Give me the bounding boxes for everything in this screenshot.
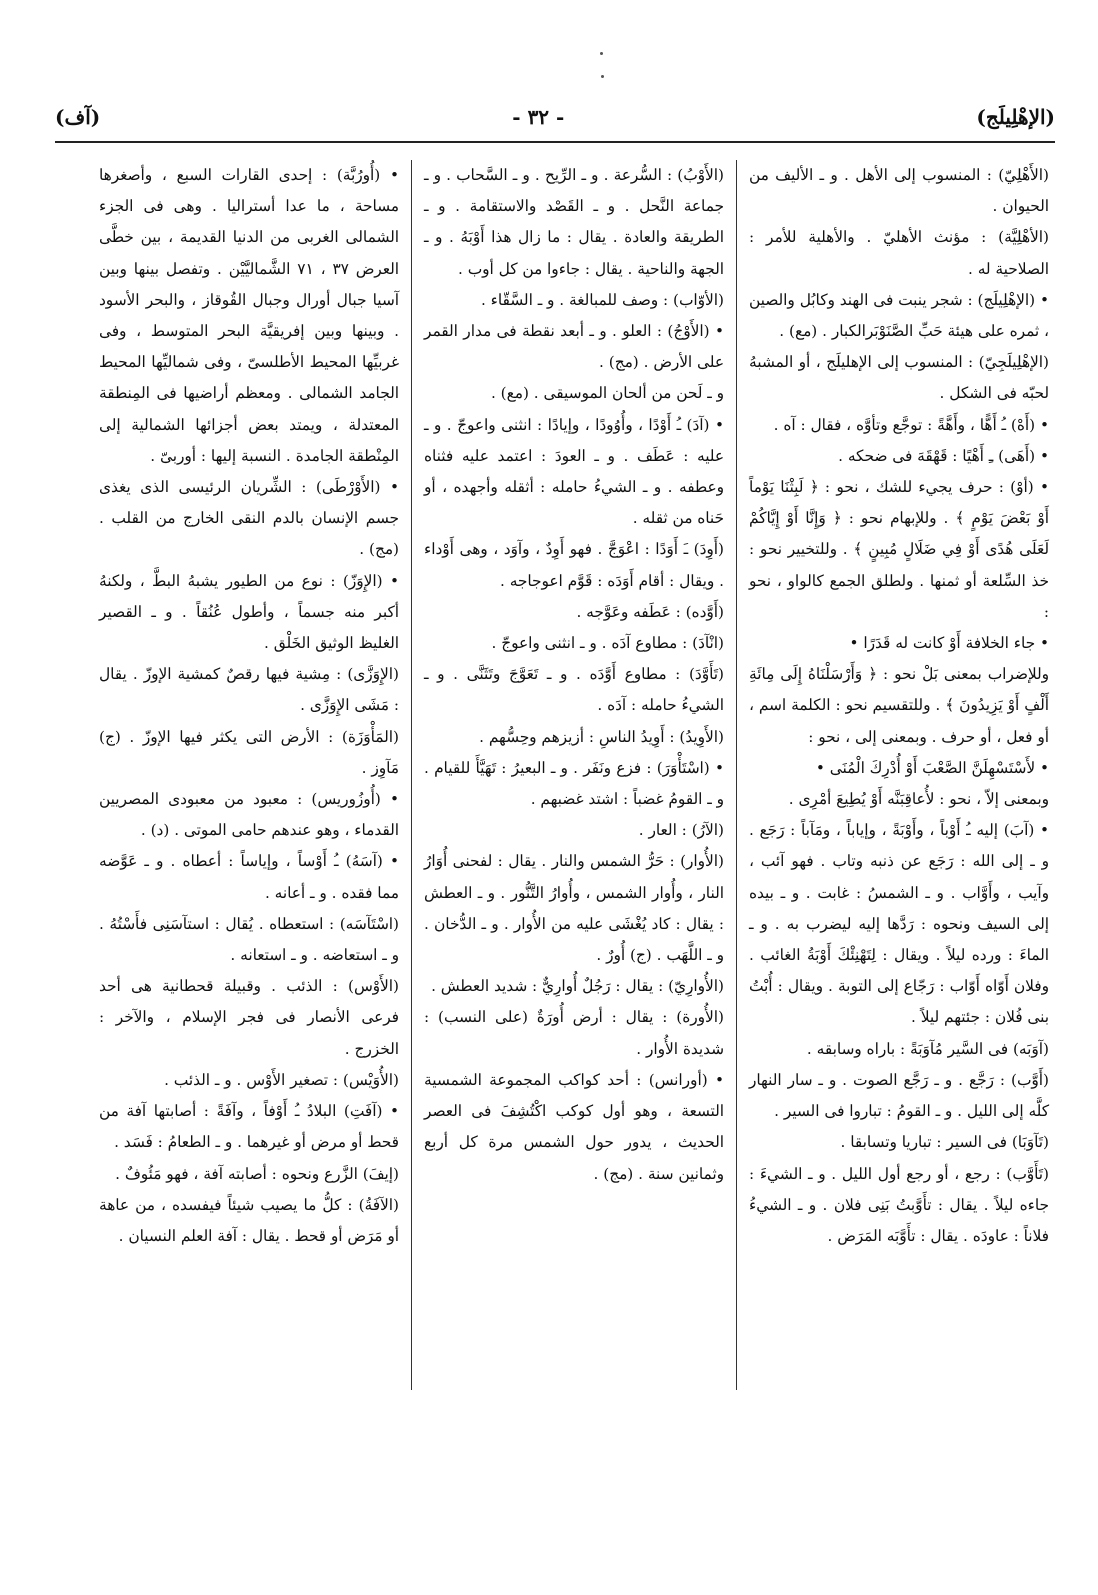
dictionary-entry: (الأُوارِيّ) : يقال : رَجُلٌ أُوارِيٌّ : شديد العطش . [431,977,724,996]
dictionary-entry: (الأَوْبُ) : السُّرعة . و ـ الرِّيح . و ـ السَّحاب . و ـ جماعة النَّحل . و ـ القَصْد والاستقامة . و ـ الطريقة والعادة . يقال : ما زال هذا أَوْبَهُ . و ـ الجهة والناحية . يقال : جاءوا من كل أوب . [424,166,724,278]
dictionary-entry: و ـ لَحن من ألحان الموسيقى . (مع) . [490,384,724,403]
dictionary-entry: (اسْتَآسَه) : استعطاه . يُقال : استآسَنِى فأَسْتُهُ . و ـ استعاضه . و ـ استعانه . [99,914,399,965]
column-divider [736,160,737,1390]
dictionary-entry: (تَأَوَّدَ) : مطاوع أَوَّدَه . و ـ تَعَوَّجَ وتَثَنَّى . و ـ الشيءُ حامله : آدَه . [424,665,724,715]
header-rule [55,141,1055,143]
scan-mark [601,75,604,78]
dictionary-entry: (الآرُ) : العار . [638,821,724,840]
dictionary-entry: • (الإِوَزّ) : نوع من الطيور يشبهُ البطَّ ، ولكنهُ أكبر منه جسماً ، وأطول عُنُقاً . و ـ القصير الغليظ الوثيق الخَلْق . [99,571,399,653]
dictionary-entry: (أَوَّب) : رَجَّع . و ـ رَجَّع الصوت . و ـ سار النهار كلَّه إلى الليل . و ـ القومُ : تباروا فى السير . [749,1070,1049,1121]
dictionary-entry: • (أوْ) : حرف يجيء للشك ، نحو : ﴿ لَبِثْنَا يَوْماً أَوْ بَعْضَ يَوْمٍ ﴾ . وللإبهام نحو : ﴿ وَإِنَّا أَوْ إِيَّاكُمْ لَعَلَى هُدًى أَوْ فِي ضَلَالٍ مُبِينٍ ﴾ . وللتخيير نحو : خذ السِّلعة أو ثمنها . ولطلق الجمع كالواو ، نحو : [749,478,1049,621]
dictionary-entry: (المَأْوَزَة) : الأرض التى يكثر فيها الإوزّ . (ج) مَآوِز . [99,727,399,777]
dictionary-entry: (إيفَ) الزَّرع ونحوه : أصابته آفة ، فهو مَئُوفٌ . [115,1164,399,1183]
dictionary-entry: • جاء الخلافة أَوْ كانت له قَدَرًا • [849,634,1049,653]
column-left [93,160,405,1390]
dictionary-entry: (الأُوَيْس) : تصغير الأَوْس . و ـ الذئب . [164,1070,399,1089]
page-header [55,100,1055,134]
dictionary-entry: (أَوِدَ) ـَ أَوَدًا : اعْوَجَّ . فهو أَوِدٌ ، وآوَد ، وهى أَوْداء . ويقال : أقام أَوَدَه : قَوَّم اعوجاجه . [424,540,724,590]
column-right [743,160,1055,1390]
dictionary-entry: • (آسَهُ) ـُ أَوْساً ، وإياساً : أعطاه . و ـ عَوَّضه مما فقده . و ـ أعانه . [99,852,399,902]
dictionary-entry: • (اسْتَأْوَرَ) : فزع ونَفَر . و ـ البعيرُ : تَهَيَّأَ للقيام . و ـ القومُ غضباً : اشتد غضبهم . [424,758,724,809]
running-headword-right: (آف) [55,105,101,129]
dictionary-entry: (تَأَوَّب) : رجع ، أو رجع أول الليل . و ـ الشيءَ : جاءه ليلاً . يقال : تأَوَّبتُ بَنِى فلان . و ـ الشيءُ فلاناً : عاودَه . يقال : تأَوَّبَه المَرَض . [749,1164,1049,1245]
dictionary-entry: • (أَهَى) ـِ أَهْيًا : قَهْقَهَ فى ضحكه . [838,446,1049,465]
dictionary-entry: (الأهْلِيَّة) : مؤنث الأهليّ . والأهلية للأمر : الصلاحية له . [749,228,1049,278]
dictionary-entry: وللإضراب بمعنى بَلْ نحو : ﴿ وَأَرْسَلْنَاهُ إِلَى مِائَةِ أَلْفٍ أَوْ يَزِيدُونَ ﴾ . وللتقسيم نحو : الكلمة اسم ، أو فعل ، أو حرف . وبمعنى إلى ، نحو : [749,665,1049,746]
dictionary-columns [55,160,1055,1390]
dictionary-entry: • (الأَوْرْطَى) : الشِّريان الرئيسى الذى يغذى جسم الإنسان بالدم النقى الخارج من القلب . (مج) . [99,478,399,559]
column-middle [418,160,730,1390]
dictionary-entry: • (أَهْ) ـُ أَهًّا ، وأَهَّةً : توجَّع وتأوَّه ، فقال : آه . [773,415,1049,434]
dictionary-entry: (الأوّاب) : وصف للمبالغة . و ـ السَّقّاء . [480,290,724,309]
dictionary-entry: (الإهْلِيلَجِيّ) : المنسوب إلى الإهليلَج ، أو المشبهُ لحبّه فى الشكل . [749,353,1049,403]
dictionary-entry: • (آفَتِ) البلادُ ـُ أَوْفاً ، وآفَةً : أصابتها آفة من قحط أو مرض أو غيرهما . و ـ الطعامُ : فَسَد . [99,1102,399,1152]
dictionary-entry: (انْآدَ) : مطاوع آدَه . و ـ انثنى واعوجّ . [491,634,724,653]
running-headword-left: (الإهْلِيلَج) [976,105,1055,129]
dictionary-entry: • لأَسْتَسْهِلَنَّ الصَّعْبَ أَوْ أُدْرِكَ الْمُنَى • [815,758,1049,777]
dictionary-entry: (الأَهْلِيّ) : المنسوب إلى الأهل . و ـ الأليف من الحيوان . [749,166,1049,216]
dictionary-entry: • (آدَ) ـُ أَوْدًا ، وأُوُودًا ، وإيادًا : انثنى واعوجّ . و ـ عليه : عَطَف . و ـ العودَ : اعتمد عليه فثناه وعطفه . و ـ الشيءُ حامله : أثقله وأجهده ، أو حَناه من ثقله . [424,415,724,528]
dictionary-entry: (آوَبَه) فى السَّير مُآوَبَةً : باراه وسابقه . [806,1039,1049,1058]
column-divider [411,160,412,1390]
scan-mark [600,52,603,55]
dictionary-entry: (الإِوَزَّى) : مِشية فيها رقصٌ كمشية الإوزّ . يقال : مَشَى الإِوَزَّى . [99,665,399,715]
dictionary-entry: (الأُوار) : حَرُّ الشمس والنار . يقال : لفحنى أُوَارُ النار ، وأُوار الشمس ، وأُوارُ التَّنُّور . و ـ العطش : يقال : كاد يُغْشَى عليه من الأُوار . و ـ الدُّخان . و ـ اللَّهَب . (ج) أُورٌ . [424,852,724,965]
dictionary-entry: (تَآوَبَا) فى السير : تباريا وتسابقا . [840,1133,1049,1152]
dictionary-entry: • (أورانس) : أحد كواكب المجموعة الشمسية التسعة ، وهو أول كوكب اكْتُشِفَ فى العصر الحديث ، يدور حول الشمس مرة كل أربع وثمانين سنة . (مج) . [424,1070,724,1183]
dictionary-entry: • (الأَوْجُ) : العلو . و ـ أبعد نقطة فى مدار القمر على الأرض . (مج) . [424,322,724,372]
dictionary-entry: (أَوَّده) : عَطَفه وعَوَّجه . [576,602,724,621]
dictionary-entry: • (أُوزُوريس) : معبود من معبودى المصريين القدماء ، وهو عندهم حامى الموتى . (د) . [99,790,399,840]
dictionary-entry: (الأَوِيدُ) : أَوِيدُ الناسِ : أزيزهم وحِسُّهم . [479,727,724,746]
page-number: - ٣٢ - [512,105,565,129]
dictionary-entry: • (الإهْلِيلَج) : شجر ينبت فى الهند وكابُل والصين ، ثمره على هيئة حَبِّ الصَّنَوْبَرالكبار . (مع) . [749,290,1049,341]
dictionary-entry: (الآفَةُ) : كلُّ ما يصيب شيئاً فيفسده ، من عاهة أو مَرَض أو قحط . يقال : آفة العلم النسيان . [99,1195,399,1245]
dictionary-entry: • (أُورُبَّة) : إحدى القارات السبع ، وأصغرها مساحة ، ما عدا أستراليا . وهى فى الجزء الشمالى الغربى من الدنيا القديمة ، بين خطَّى العرض ٣٧ ، ٧١ الشَّماليَّيْن . وتفصل بينها وبين آسيا جبال أورال وجبال القُوقاز ، والبحر الأسود . وبينها وبين إفريقيَّة البحر المتوسط ، وفى غربيِّها المحيط الأطلسىّ ، وفى شماليِّها المحيط الجامد الشمالى . ومعظم أراضيها فى المِنطقة المعتدلة ، ويمتد بعض أجزائها الشمالية إلى المِنْطقة الجامدة . النسبة إليها : أوربىّ . [99,166,399,465]
dictionary-entry: (الأُورة) : يقال : أرض أُورَةٌ (على النسب) : شديدة الأُوار . [424,1008,724,1058]
dictionary-entry: (الأَوْس) : الذئب . وقبيلة قحطانية هى أحد فرعى الأنصار فى فجر الإسلام ، والآخر : الخزرج . [99,977,399,1058]
dictionary-entry: • (آبَ) إليه ـُ أَوْباً ، وأَوْبَةً ، وإياباً ، ومَآباً : رَجَع . و ـ إلى الله : رَجَع عن ذنبه وتاب . فهو آئب ، وآيب ، وأَوَّاب . و ـ الشمسُ : غابت . و ـ بيده إلى السيف ونحوه : رَدَّها إليه ليضرب به . و ـ الماءَ : ورده ليلاً . ويقال : لِتَهْنِئْكَ أَوْبَةُ الغائب . وفلان أَوّاه أَوّاب : رَجّاع إلى التوبة . ويقال : أُبْتُ بنى فُلان : جئتهم ليلاً . [749,821,1049,1027]
dictionary-entry: وبمعنى إلاّ ، نحو : لأُعاقِبَنَّه أَوْ يُطِيعَ أمْرِى . [788,790,1049,809]
